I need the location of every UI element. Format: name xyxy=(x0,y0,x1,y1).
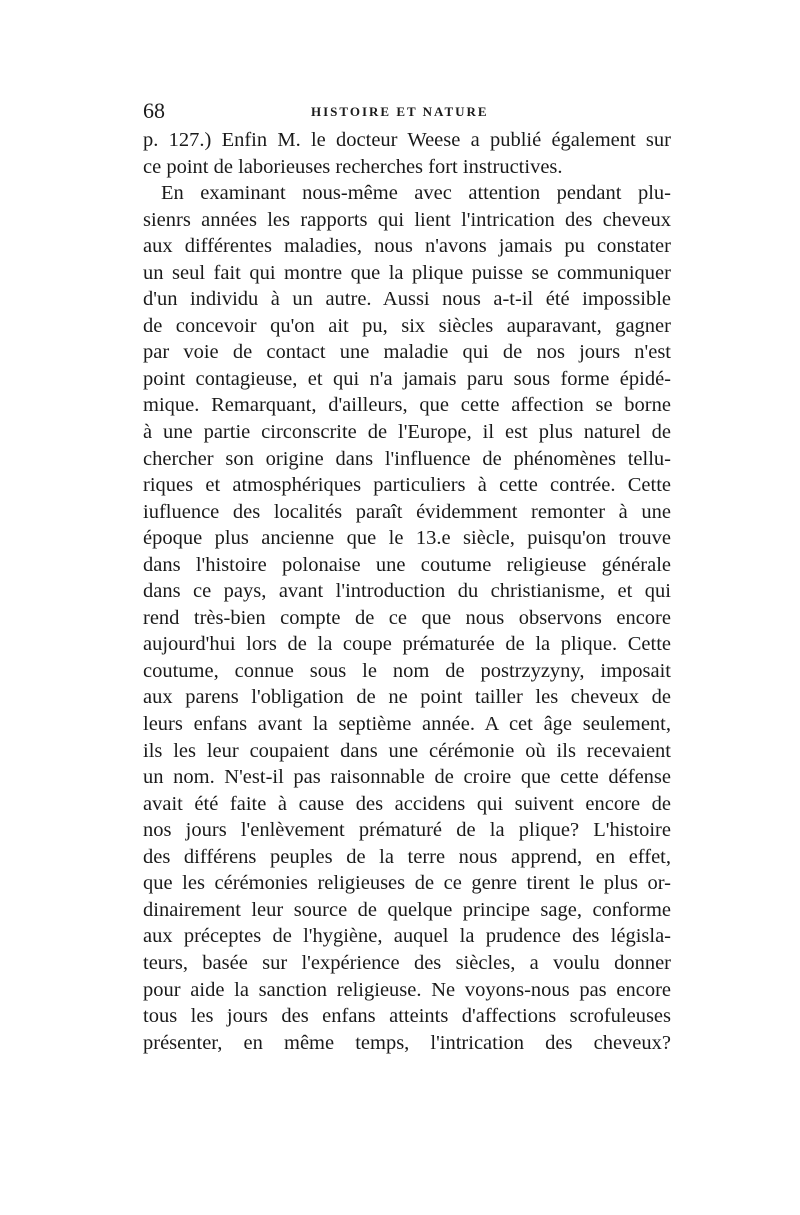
text-line: époque plus ancienne que le 13.e siècle, puisqu'on trouve xyxy=(143,527,671,550)
text-line: chercher son origine dans l'influence de phénomènes tellu- xyxy=(143,447,671,470)
text-line: leurs enfans avant la septième année. A cet âge seulement, xyxy=(143,713,671,736)
text-line: par voie de contact une maladie qui de nos jours n'est xyxy=(143,341,671,364)
text-line: des différens peuples de la terre nous apprend, en effet, xyxy=(143,845,671,868)
body-text xyxy=(143,127,671,1056)
text-line: En examinant nous-même avec attention pendant plu- xyxy=(161,182,671,205)
text-line: ils les leur coupaient dans une cérémonie où ils recevaient xyxy=(143,739,671,762)
text-line: aux différentes maladies, nous n'avons jamais pu constater xyxy=(143,235,671,258)
text-line: nos jours l'enlèvement prématuré de la plique? L'histoire xyxy=(143,819,671,842)
text-line: tous les jours des enfans atteints d'affections scrofuleuses xyxy=(143,1005,671,1028)
text-line: dans ce pays, avant l'introduction du christianisme, et qui xyxy=(143,580,671,603)
text-line: p. 127.) Enfin M. le docteur Weese a publié également sur xyxy=(143,129,671,151)
text-line: aujourd'hui lors de la coupe prématurée de la plique. Cette xyxy=(143,633,671,656)
page-number: 68 xyxy=(143,98,165,123)
text-line: teurs, basée sur l'expérience des siècles, a voulu donner xyxy=(143,951,671,974)
text-line: un nom. N'est-il pas raisonnable de croire que cette défense xyxy=(143,766,671,789)
text-line: ce point de laborieuses recherches fort instructives. xyxy=(143,155,563,178)
running-title: HISTOIRE ET NATURE xyxy=(311,104,489,119)
text-line: sienrs années les rapports qui lient l'intrication des cheveux xyxy=(143,208,671,231)
text-line: rend très-bien compte de ce que nous observons encore xyxy=(143,606,671,629)
text-line: avait été faite à cause des accidens qui suivent encore de xyxy=(143,792,671,815)
text-line: que les cérémonies religieuses de ce genre tirent le plus or- xyxy=(143,872,671,895)
text-line: aux préceptes de l'hygiène, auquel la prudence des législa- xyxy=(143,925,671,948)
text-line: aux parens l'obligation de ne point tailler les cheveux de xyxy=(143,686,671,709)
text-line: un seul fait qui montre que la plique puisse se communiquer xyxy=(143,261,671,284)
text-line: riques et atmosphériques particuliers à cette contrée. Cette xyxy=(143,474,671,497)
text-line: de concevoir qu'on ait pu, six siècles auparavant, gagner xyxy=(143,314,671,337)
text-line: point contagieuse, et qui n'a jamais paru sous forme épidé- xyxy=(143,367,671,390)
running-head xyxy=(143,98,673,124)
text-line: coutume, connue sous le nom de postrzyzyny, imposait xyxy=(143,659,671,682)
text-line: iufluence des localités paraît évidemment remonter à une xyxy=(143,500,671,523)
text-line: d'un individu à un autre. Aussi nous a-t-il été impossible xyxy=(143,288,671,311)
text-line: mique. Remarquant, d'ailleurs, que cette affection se borne xyxy=(143,394,671,417)
text-line: à une partie circonscrite de l'Europe, il est plus naturel de xyxy=(143,421,671,444)
text-line: dinairement leur source de quelque principe sage, conforme xyxy=(143,898,671,921)
text-line: pour aide la sanction religieuse. Ne voyons-nous pas encore xyxy=(143,978,671,1001)
text-line: dans l'histoire polonaise une coutume religieuse générale xyxy=(143,553,671,576)
text-line: présenter, en même temps, l'intrication des cheveux? xyxy=(143,1031,671,1054)
